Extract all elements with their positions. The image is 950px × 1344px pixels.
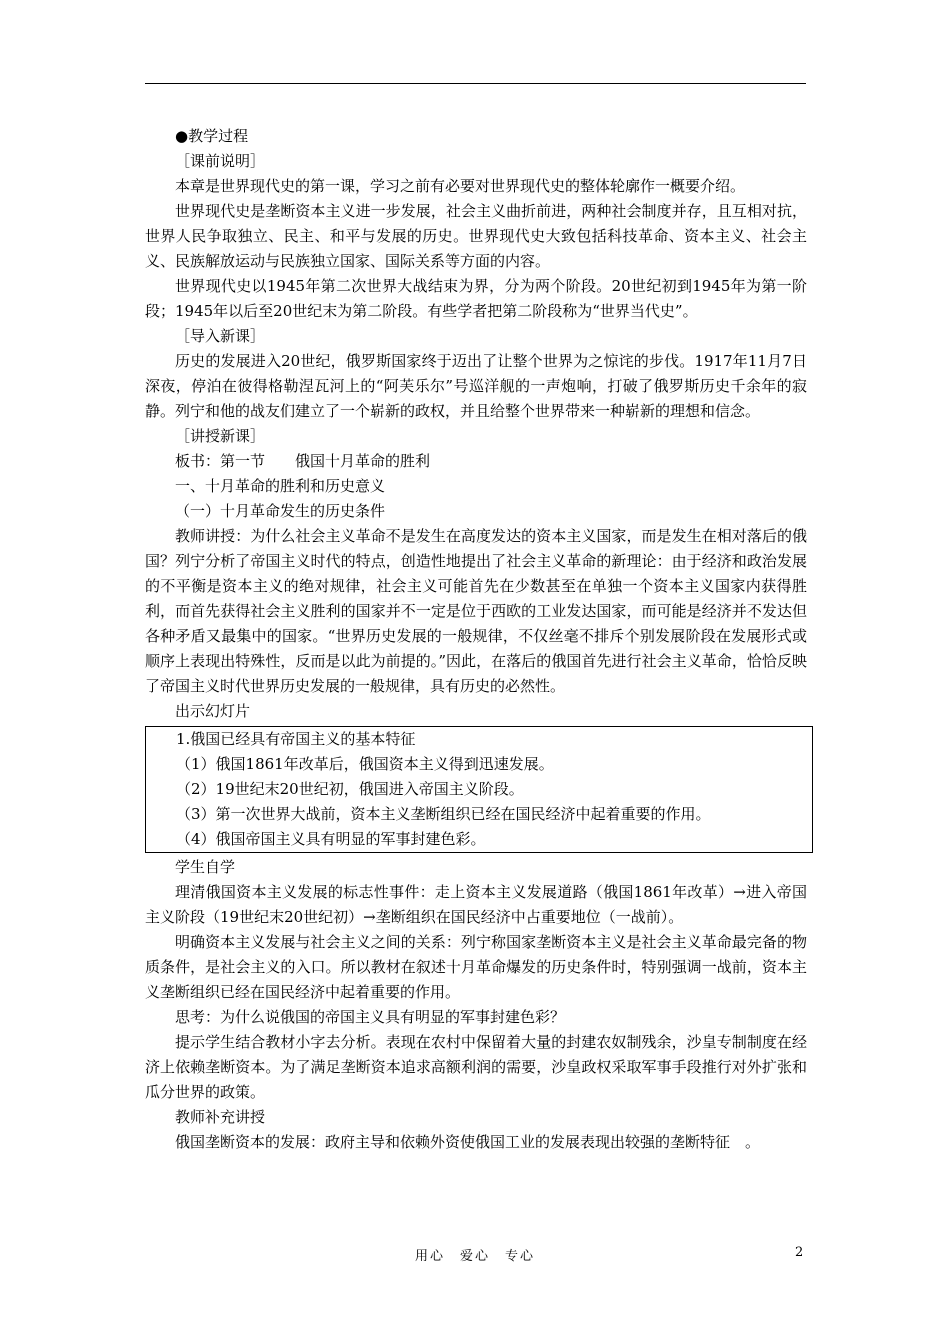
paragraph: 理清俄国资本主义发展的标志性事件：走上资本主义发展道路（俄国1861年改革）→进入帝国主义阶段（19世纪末20世纪初）→垄断组织在国民经济中占重要地位（一战前）。 bbox=[145, 883, 807, 926]
slide-line: （1）俄国1861年改革后，俄国资本主义得到迅速发展。 bbox=[176, 755, 554, 773]
slide-line: （3）第一次世界大战前，资本主义垄断组织已经在国民经济中起着重要的作用。 bbox=[176, 805, 711, 823]
paragraph: 历史的发展进入20世纪，俄罗斯国家终于迈出了让整个世界为之惊诧的步伐。1917年11月7日深夜，停泊在彼得格勒涅瓦河上的“阿芙乐尔”号巡洋舰的一声炮响，打破了俄罗斯历史千余年的寂静。列宁和他的战友们建立了一个崭新的政权，并且给整个世界带来一种崭新的理想和信念。 bbox=[145, 352, 807, 420]
slide-box bbox=[145, 726, 813, 853]
paragraph: 明确资本主义发展与社会主义之间的关系：列宁称国家垄断资本主义是社会主义革命最完备的物质条件，是社会主义的入口。所以教材在叙述十月革命爆发的历史条件时，特别强调一战前，资本主义垄断组织已经在国民经济中起着重要的作用。 bbox=[145, 933, 807, 1001]
paragraph: 世界现代史以1945年第二次世界大战结束为界，分为两个阶段。20世纪初到1945年为第一阶段；1945年以后至20世纪末为第二阶段。有些学者把第二阶段称为“世界当代史”。 bbox=[145, 277, 807, 320]
page-number: 2 bbox=[795, 1245, 804, 1260]
paragraph: 教师讲授：为什么社会主义革命不是发生在高度发达的资本主义国家，而是发生在相对落后的俄国？列宁分析了帝国主义时代的特点，创造性地提出了社会主义革命的新理论：由于经济和政治发展的不平衡是资本主义的绝对规律，社会主义可能首先在少数甚至在单独一个资本主义国家内获得胜利，而首先获得社会主义胜利的国家并不一定是位于西欧的工业发达国家，而可能是经济并不发达但各种矛盾又最集中的国家。“世界历史发展的一般规律，不仅丝毫不排斥个别发展阶段在发展形式或顺序上表现出特殊性，反而是以此为前提的。”因此，在落后的俄国首先进行社会主义革命，恰恰反映了帝国主义时代世界历史发展的一般规律，具有历史的必然性。 bbox=[145, 527, 807, 695]
paragraph: 提示学生结合教材小字去分析。表现在农村中保留着大量的封建农奴制残余，沙皇专制制度在经济上依赖垄断资本。为了满足垄断资本追求高额利润的需要，沙皇政权采取军事手段推行对外扩张和瓜分世界的政策。 bbox=[145, 1033, 807, 1101]
subheading-pre-class: ［课前说明］ bbox=[175, 152, 266, 170]
paragraph: 世界现代史是垄断资本主义进一步发展，社会主义曲折前进，两种社会制度并存，且互相对抗，世界人民争取独立、民主、和平与发展的历史。世界现代史大致包括科技革命、资本主义、社会主义、民族解放运动与民族独立国家、国际关系等方面的内容。 bbox=[145, 202, 807, 270]
subheading-intro: ［导入新课］ bbox=[175, 327, 266, 345]
subheading-lecture: ［讲授新课］ bbox=[175, 427, 266, 445]
subsection-title: （一）十月革命发生的历史条件 bbox=[175, 502, 386, 520]
paragraph: 俄国垄断资本的发展：政府主导和依赖外资使俄国工业的发展表现出较强的垄断特征 。 bbox=[175, 1133, 761, 1151]
thinking-question: 思考：为什么说俄国的帝国主义具有明显的军事封建色彩？ bbox=[175, 1008, 566, 1026]
slide-line-title: 1.俄国已经具有帝国主义的基本特征 bbox=[176, 730, 416, 748]
slide-line: （4）俄国帝国主义具有明显的军事封建色彩。 bbox=[176, 830, 486, 848]
board-title: 板书：第一节 俄国十月革命的胜利 bbox=[175, 452, 431, 470]
slide-line: （2）19世纪末20世纪初，俄国进入帝国主义阶段。 bbox=[176, 780, 524, 798]
subheading-self-study: 学生自学 bbox=[175, 858, 236, 876]
footer-motto: 用心 爱心 专心 bbox=[414, 1249, 535, 1264]
subheading-teacher-supplement: 教师补充讲授 bbox=[175, 1108, 266, 1126]
paragraph: 本章是世界现代史的第一课，学习之前有必要对世界现代史的整体轮廓作一概要介绍。 bbox=[175, 177, 746, 195]
slide-caption: 出示幻灯片 bbox=[175, 702, 251, 720]
header-rule bbox=[145, 83, 806, 84]
section-heading-teaching-process: ●教学过程 bbox=[175, 127, 249, 145]
section-title: 一、十月革命的胜利和历史意义 bbox=[175, 477, 386, 495]
document-body bbox=[145, 124, 807, 1155]
